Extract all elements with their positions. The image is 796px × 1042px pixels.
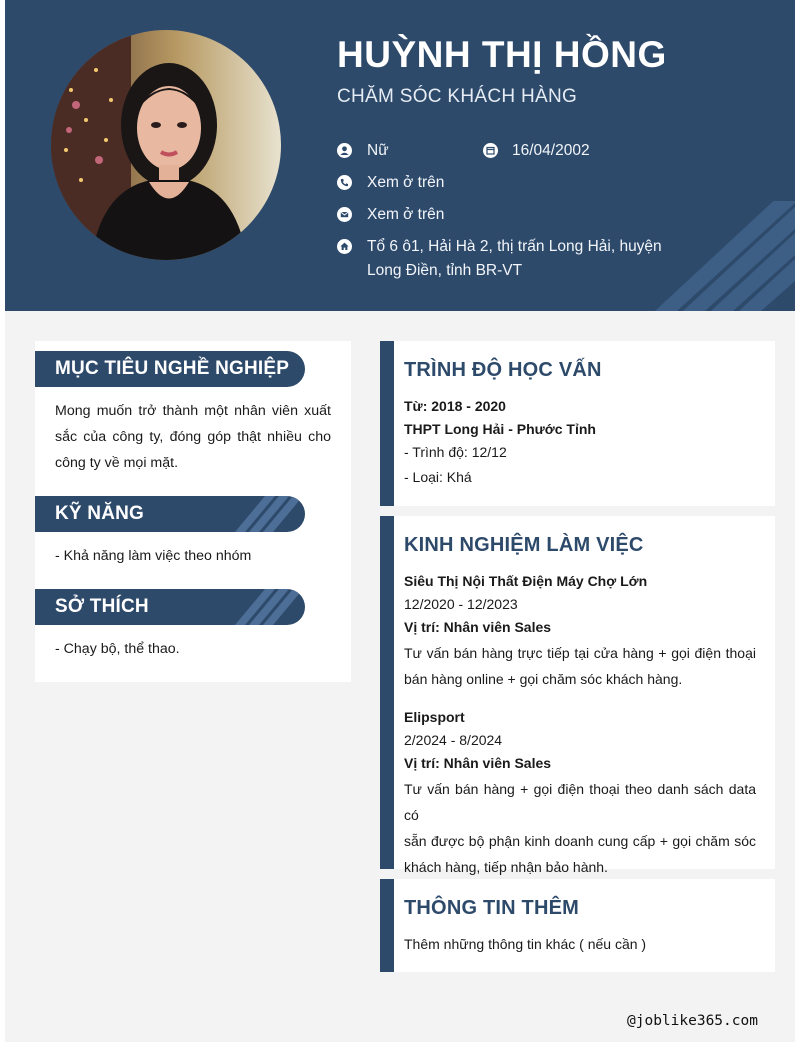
education-rank: - Loại: Khá (404, 469, 472, 485)
email-value: Xem ở trên (367, 206, 445, 223)
education-title: TRÌNH ĐỘ HỌC VẤN (404, 359, 602, 381)
header-stripes (235, 589, 305, 625)
job-description-line: Tư vấn bán hàng + gọi điện thoại theo danh sách data có (404, 781, 756, 823)
hobby-item: - Chạy bộ, thể thao. (55, 641, 180, 657)
education-period: Từ: 2018 - 2020 (404, 398, 506, 414)
job-description-line: khách hàng, tiếp nhận bảo hành. (404, 859, 608, 875)
cv-header (5, 0, 795, 311)
extra-info-title: THÔNG TIN THÊM (404, 897, 580, 919)
candidate-name: HUỲNH THỊ HỒNG (337, 34, 667, 75)
home-icon (337, 239, 352, 254)
job-description-line: sẵn được bộ phận kinh doanh cung cấp + gọi chăm sóc (404, 833, 756, 849)
header-stripes (235, 496, 305, 532)
hobbies-title: SỞ THÍCH (55, 596, 149, 617)
job-description-line: Tư vấn bán hàng trực tiếp tại cửa hàng + gọi điện thoại (404, 645, 756, 661)
section-bar (380, 879, 394, 972)
skills-title: KỸ NĂNG (55, 503, 145, 524)
birthday-value: 16/04/2002 (512, 142, 590, 159)
job-description (404, 640, 756, 692)
user-icon (337, 143, 352, 158)
job-position: Vị trí: Nhân viên Sales (404, 619, 552, 635)
education-school: THPT Long Hải - Phước Tỉnh (404, 421, 596, 437)
cv-page (5, 0, 795, 1042)
decorative-stripes (655, 201, 795, 311)
gender-value: Nữ (367, 142, 389, 159)
calendar-icon (483, 143, 498, 158)
objective-header (35, 351, 305, 387)
experience-section (380, 516, 775, 875)
job-period: 12/2020 - 12/2023 (404, 596, 518, 612)
phone-value: Xem ở trên (367, 174, 445, 191)
phone-icon (337, 175, 352, 190)
objective-text (55, 398, 331, 476)
job-company: Elipsport (404, 709, 465, 725)
job-position: Vị trí: Nhân viên Sales (404, 755, 552, 771)
address-line-2: Long Điền, tỉnh BR-VT (367, 262, 523, 279)
section-bar (380, 341, 394, 506)
extra-info-text: Thêm những thông tin khác ( nếu cần ) (404, 936, 647, 952)
address-line-1: Tổ 6 ô1, Hải Hà 2, thị trấn Long Hải, huyện (367, 238, 662, 255)
job-company: Siêu Thị Nội Thất Điện Máy Chợ Lớn (404, 573, 648, 589)
objective-line: Mong muốn trở thành một nhân viên xuất (55, 403, 331, 419)
skills-header (35, 496, 305, 532)
section-bar (380, 516, 394, 869)
job-description (404, 776, 756, 880)
job-period: 2/2024 - 8/2024 (404, 732, 503, 748)
objective-line: sắc của công ty, đóng góp thật nhiều cho (55, 429, 331, 445)
left-column-card (35, 341, 351, 682)
job-title: CHĂM SÓC KHÁCH HÀNG (337, 86, 578, 107)
profile-photo (51, 30, 281, 260)
education-section (380, 341, 775, 506)
avatar (51, 30, 281, 260)
objective-line: công ty về mọi mặt. (55, 455, 179, 471)
experience-title: KINH NGHIỆM LÀM VIỆC (404, 534, 644, 556)
education-level: - Trình độ: 12/12 (404, 444, 507, 460)
footer-watermark: @joblike365.com (627, 1013, 758, 1029)
job-description-line: bán hàng online + gọi chăm sóc khách hàng. (404, 671, 683, 687)
email-icon (337, 207, 352, 222)
skill-item: - Khả năng làm việc theo nhóm (55, 548, 252, 564)
hobbies-header (35, 589, 305, 625)
extra-info-section (380, 879, 775, 972)
objective-title: MỤC TIÊU NGHỀ NGHIỆP (55, 358, 290, 379)
